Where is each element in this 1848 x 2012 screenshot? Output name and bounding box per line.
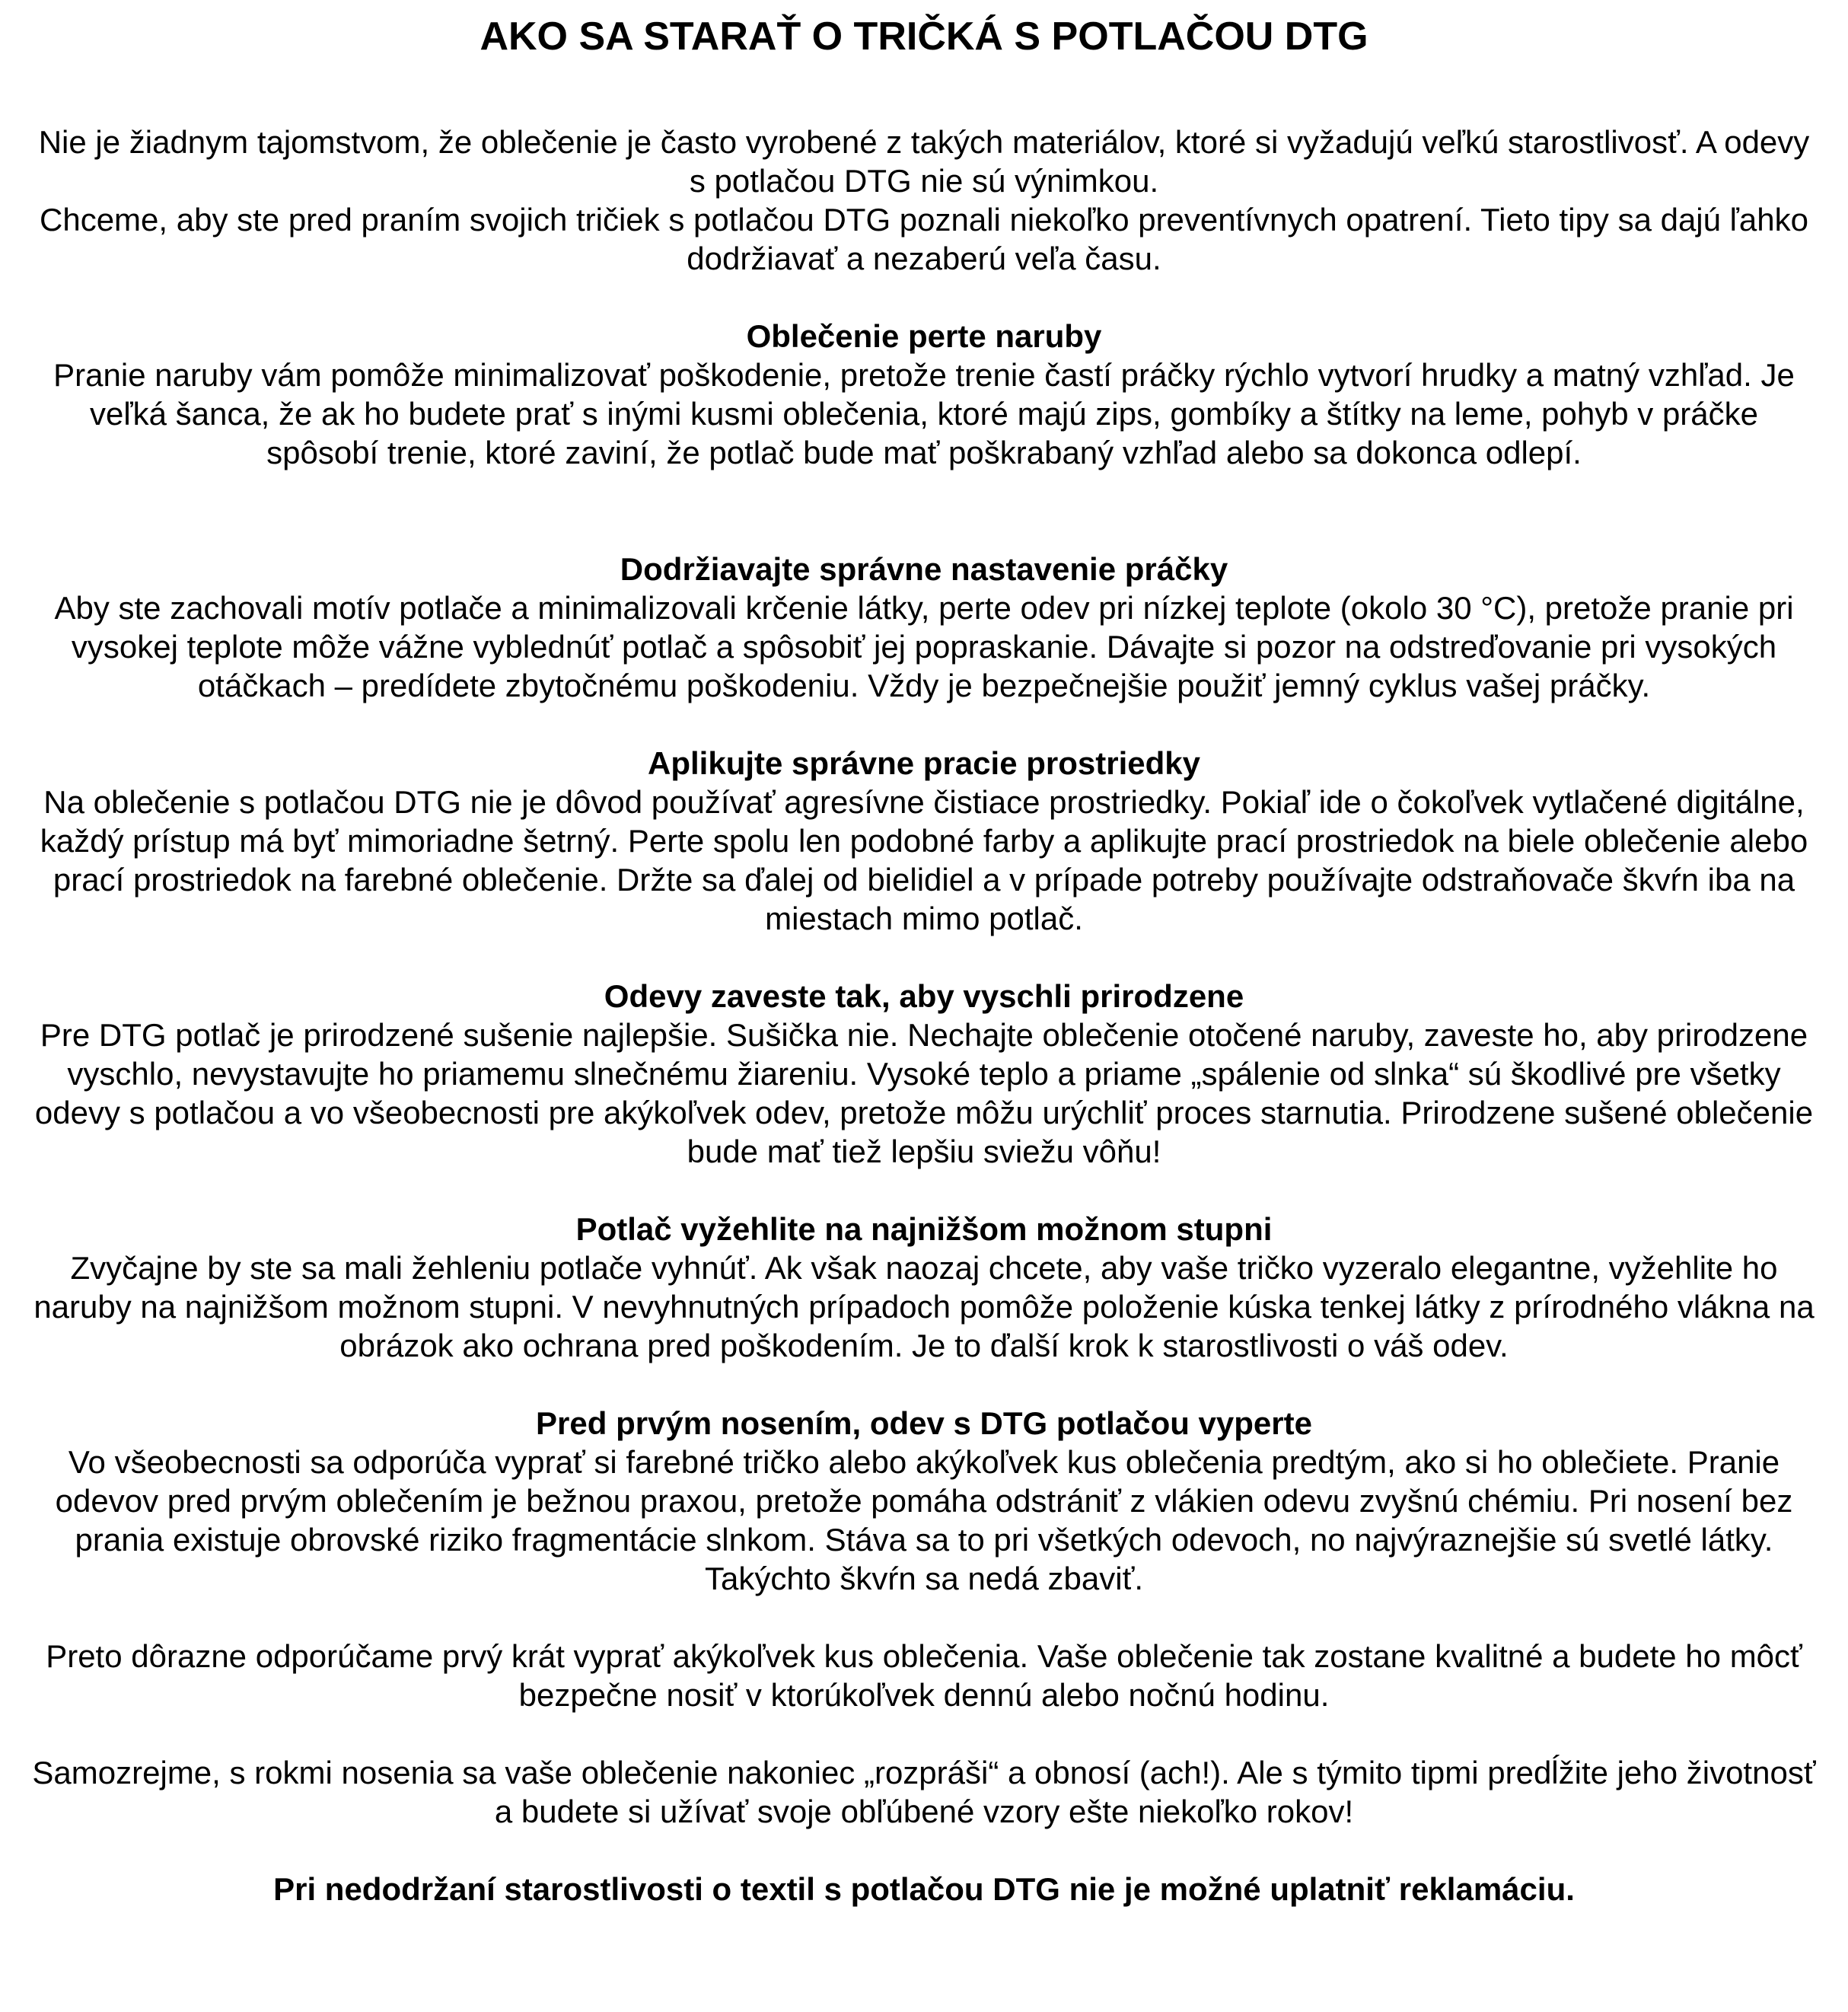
closing-paragraph-2: Samozrejme, s rokmi nosenia sa vaše oblečenie nakoniec „rozpráši“ a obnosí (ach!). Ale s týmito tipmi predĺžite jeho životnosť a budete si užívať svoje obľúbené vzory ešte niekoľko rokov! [32,1755,1816,1829]
section-wash-before-wear [30,1404,1818,1598]
section-heading: Potlač vyžehlite na najnižšom možnom stupni [575,1211,1273,1247]
section-wash-inside-out [30,317,1818,472]
section-detergents [30,744,1818,938]
section-body: Na oblečenie s potlačou DTG nie je dôvod používať agresívne čistiace prostriedky. Pokiaľ ide o čokoľvek vytlačené digitálne, každý prístup má byť mimoriadne šetrný. Perte spolu len podobné farby a aplikujte prací prostriedok na biele oblečenie alebo prací prostriedok na farebné oblečenie. Držte sa ďalej od bielidiel a v prípade potreby používajte odstraňovače škvŕn iba na miestach mimo potlač. [40,784,1808,936]
document-page [30,12,1818,1908]
section-body: Vo všeobecnosti sa odporúča vyprať si farebné tričko alebo akýkoľvek kus oblečenia predtým, ako si ho oblečiete. Pranie odevov pred prvým oblečením je bežnou praxou, pretože pomáha odstrániť z vlákien odevu zvyšnú chémiu. Pri nosení bez prania existuje obrovské riziko fragmentácie slnkom. Stáva sa to pri všetkých odevoch, no najvýraznejšie sú svetlé látky. Takýchto škvŕn sa nedá zbaviť. [55,1444,1793,1596]
section-body: Aby ste zachovali motív potlače a minimalizovali krčenie látky, perte odev pri nízkej teplote (okolo 30 °C), pretože pranie pri vysokej teplote môže vážne vyblednúť potlač a spôsobiť jej popraskanie. Dávajte si pozor na odstreďovanie pri vysokých otáčkach – predídete zbytočnému poškodeniu. Vždy je bezpečnejšie použiť jemný cyklus vašej práčky. [54,590,1794,703]
intro-paragraph-2: Chceme, aby ste pred praním svojich tričiek s potlačou DTG poznali niekoľko preventívnych opatrení. Tieto tipy sa dajú ľahko dodržiavať a nezaberú veľa času. [40,202,1808,276]
section-air-dry [30,977,1818,1171]
section-body: Pranie naruby vám pomôže minimalizovať poškodenie, pretože trenie častí práčky rýchlo vytvorí hrudky a matný vzhľad. Je veľká šanca, že ak ho budete prať s inými kusmi oblečenia, ktoré majú zips, gombíky a štítky na leme, pohyb v práčke spôsobí trenie, ktoré zaviní, že potlač bude mať poškrabaný vzhľad alebo sa dokonca odlepí. [53,357,1795,470]
intro [30,123,1818,278]
page-title: AKO SA STARAŤ O TRIČKÁ S POTLAČOU DTG [480,14,1368,59]
section-heading: Aplikujte správne pracie prostriedky [648,745,1200,781]
section-body: Zvyčajne by ste sa mali žehleniu potlače vyhnúť. Ak však naozaj chcete, aby vaše tričko vyzeralo elegantne, vyžehlite ho naruby na najnižšom možnom stupni. V nevyhnutných prípadoch pomôže položenie kúska tenkej látky z prírodného vlákna na obrázok ako ochrana pred poškodením. Je to ďalší krok k starostlivosti o váš odev. [33,1250,1815,1363]
section-heading: Dodržiavajte správne nastavenie práčky [620,551,1228,587]
closing-paragraph-1: Preto dôrazne odporúčame prvý krát vyprať akýkoľvek kus oblečenia. Vaše oblečenie tak zostane kvalitné a budete ho môcť bezpečne nosiť v ktorúkoľvek dennú alebo nočnú hodinu. [46,1638,1802,1713]
intro-paragraph-1: Nie je žiadnym tajomstvom, že oblečenie je často vyrobené z takých materiálov, ktoré si vyžadujú veľkú starostlivosť. A odevy s potlačou DTG nie sú výnimkou. [38,124,1810,199]
section-heading: Pred prvým nosením, odev s DTG potlačou vyperte [536,1405,1312,1441]
section-washer-settings [30,550,1818,705]
complaint-notice: Pri nedodržaní starostlivosti o textil s potlačou DTG nie je možné uplatniť reklamáciu. [273,1871,1575,1907]
section-body: Pre DTG potlač je prirodzené sušenie najlepšie. Sušička nie. Nechajte oblečenie otočené naruby, zaveste ho, aby prirodzene vyschlo, nevystavujte ho priamemu slnečnému žiareniu. Vysoké teplo a priame „spálenie od slnka“ sú škodlivé pre všetky odevy s potlačou a vo všeobecnosti pre akýkoľvek odev, pretože môžu urýchliť proces starnutia. Prirodzene sušené oblečenie bude mať tiež lepšiu sviežu vôňu! [34,1017,1814,1169]
section-heading: Oblečenie perte naruby [746,318,1102,354]
section-heading: Odevy zaveste tak, aby vyschli prirodzene [604,978,1244,1014]
section-ironing [30,1210,1818,1365]
